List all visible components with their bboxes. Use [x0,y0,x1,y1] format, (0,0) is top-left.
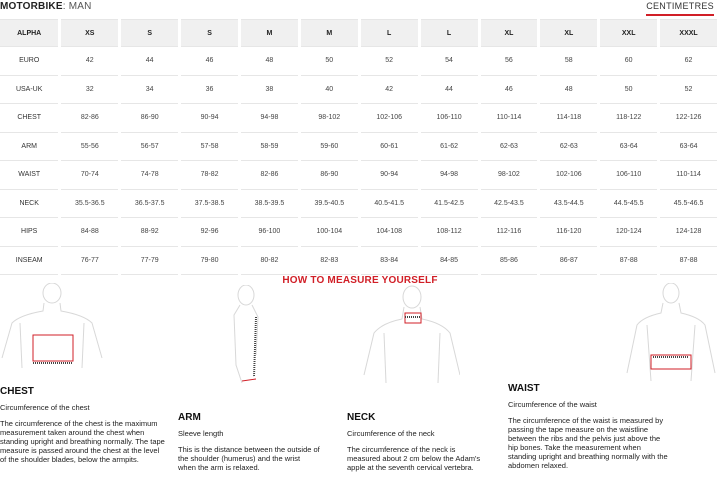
table-cell: 43.5-44.5 [539,189,599,218]
table-cell: 102-106 [539,161,599,190]
neck-heading: NECK [347,412,376,423]
table-cell: 98-102 [479,161,539,190]
table-cell: 62-63 [479,132,539,161]
table-cell: 82-86 [60,104,120,133]
table-cell: 110-114 [659,161,719,190]
table-cell: L [419,20,479,47]
neck-subtitle: Circumference of the neck [347,429,435,438]
table-cell: 78-82 [180,161,240,190]
chest-subtitle: Circumference of the chest [0,403,90,412]
table-cell: 100-104 [299,218,359,247]
table-cell: 120-124 [599,218,659,247]
table-cell: 45.5-46.5 [659,189,719,218]
arm-heading: ARM [178,412,201,423]
table-cell: 108-112 [419,218,479,247]
arm-subtitle: Sleeve length [178,429,224,438]
table-cell: 82-86 [240,161,300,190]
table-cell: 44 [419,75,479,104]
table-cell: 60 [599,47,659,76]
table-cell: 37.5-38.5 [180,189,240,218]
arm-figure-icon [228,285,268,385]
table-cell: 116-120 [539,218,599,247]
table-cell: 80-82 [240,246,300,275]
table-cell: S [120,20,180,47]
row-label: CHEST [0,104,60,133]
table-cell: 62 [659,47,719,76]
table-row [0,132,719,161]
table-cell: 35.5-36.5 [60,189,120,218]
table-cell: S [180,20,240,47]
table-cell: 114-118 [539,104,599,133]
table-cell: 48 [539,75,599,104]
table-cell: 46 [479,75,539,104]
table-row [0,246,719,275]
table-cell: 40.5-41.5 [359,189,419,218]
table-cell: 76-77 [60,246,120,275]
table-row [0,189,719,218]
waist-figure-icon [615,283,720,383]
table-cell: 85-86 [479,246,539,275]
table-cell: 102-106 [359,104,419,133]
table-cell: XXXL [659,20,719,47]
table-cell: 42.5-43.5 [479,189,539,218]
table-cell: 124-128 [659,218,719,247]
table-cell: 84-88 [60,218,120,247]
table-row [0,218,719,247]
table-cell: 50 [599,75,659,104]
table-cell: 58 [539,47,599,76]
row-label: USA-UK [0,75,60,104]
table-cell: 39.5-40.5 [299,189,359,218]
table-cell: 94-98 [240,104,300,133]
table-row [0,104,719,133]
row-label: NECK [0,189,60,218]
waist-subtitle: Circumference of the waist [508,400,597,409]
table-cell: 63-64 [599,132,659,161]
size-table [0,19,720,275]
table-cell: 36.5-37.5 [120,189,180,218]
table-cell: 52 [359,47,419,76]
waist-block [508,384,668,470]
table-cell: 70-74 [60,161,120,190]
table-cell: 86-90 [299,161,359,190]
table-cell: 94-98 [419,161,479,190]
table-cell: XXL [599,20,659,47]
table-cell: 52 [659,75,719,104]
neck-description: The circumference of the neck is measured about 2 cm below the Adam's apple at the seventh cervical vertebra. [347,445,481,472]
table-cell: 92-96 [180,218,240,247]
table-cell: 122-126 [659,104,719,133]
table-cell: XL [479,20,539,47]
table-cell: 56-57 [120,132,180,161]
table-cell: 38 [240,75,300,104]
chest-description: The circumference of the chest is the maximum measurement taken around the chest when standing upright and breathing normally. The tape measure is passed around the chest at the level of the shoulder blades, below the armpits. [0,419,165,464]
table-cell: 38.5-39.5 [240,189,300,218]
how-to-measure-title: HOW TO MEASURE YOURSELF [282,275,438,286]
table-cell: 60-61 [359,132,419,161]
table-cell: L [359,20,419,47]
table-cell: XS [60,20,120,47]
table-cell: 57-58 [180,132,240,161]
table-row [0,47,719,76]
row-label: ARM [0,132,60,161]
table-cell: 86-87 [539,246,599,275]
table-cell: 87-88 [659,246,719,275]
table-cell: 106-110 [599,161,659,190]
table-cell: 87-88 [599,246,659,275]
table-cell: 55-56 [60,132,120,161]
table-cell: 40 [299,75,359,104]
table-cell: 34 [120,75,180,104]
table-cell: 42 [60,47,120,76]
table-header-row [0,20,719,47]
table-cell: 59-60 [299,132,359,161]
table-cell: M [240,20,300,47]
table-cell: 48 [240,47,300,76]
table-cell: 56 [479,47,539,76]
table-cell: 106-110 [419,104,479,133]
neck-block [347,413,489,472]
table-cell: 82-83 [299,246,359,275]
neck-figure-icon [360,285,460,385]
row-label: HIPS [0,218,60,247]
row-label: EURO [0,47,60,76]
table-cell: 83-84 [359,246,419,275]
row-label: ALPHA [0,20,60,47]
table-cell: 98-102 [299,104,359,133]
table-cell: 84-85 [419,246,479,275]
waist-description: The circumference of the waist is measured by passing the tape measure on the waistline between the ribs and the pelvis just above the hip bones. Take the measurement when standing upright and breathing normally with the abdomen relaxed. [508,416,668,470]
table-cell: 62-63 [539,132,599,161]
page-header [0,0,720,18]
table-cell: 88-92 [120,218,180,247]
table-cell: 44 [120,47,180,76]
table-cell: 96-100 [240,218,300,247]
table-cell: 79-80 [180,246,240,275]
arm-block [178,413,320,472]
table-cell: 110-114 [479,104,539,133]
table-cell: 36 [180,75,240,104]
page-title: MOTORBIKE: MAN [0,1,92,12]
table-row [0,161,719,190]
table-cell: 42 [359,75,419,104]
table-cell: 41.5-42.5 [419,189,479,218]
chest-figure-icon [0,283,110,378]
table-cell: 104-108 [359,218,419,247]
row-label: INSEAM [0,246,60,275]
table-cell: 58-59 [240,132,300,161]
table-cell: 50 [299,47,359,76]
table-cell: 112-116 [479,218,539,247]
table-cell: 44.5-45.5 [599,189,659,218]
table-cell: 86-90 [120,104,180,133]
chest-block [0,387,166,464]
table-row [0,75,719,104]
table-cell: 63-64 [659,132,719,161]
table-cell: 54 [419,47,479,76]
table-cell: 118-122 [599,104,659,133]
units-tab[interactable]: CENTIMETRES [646,1,714,16]
table-cell: 61-62 [419,132,479,161]
table-cell: 90-94 [180,104,240,133]
table-cell: M [299,20,359,47]
row-label: WAIST [0,161,60,190]
table-cell: 74-78 [120,161,180,190]
table-cell: XL [539,20,599,47]
table-cell: 77-79 [120,246,180,275]
chest-heading: CHEST [0,386,34,397]
table-cell: 46 [180,47,240,76]
table-cell: 32 [60,75,120,104]
table-cell: 90-94 [359,161,419,190]
arm-description: This is the distance between the outside of the shoulder (humerus) and the wrist when the arm is relaxed. [178,445,320,472]
waist-heading: WAIST [508,383,540,394]
